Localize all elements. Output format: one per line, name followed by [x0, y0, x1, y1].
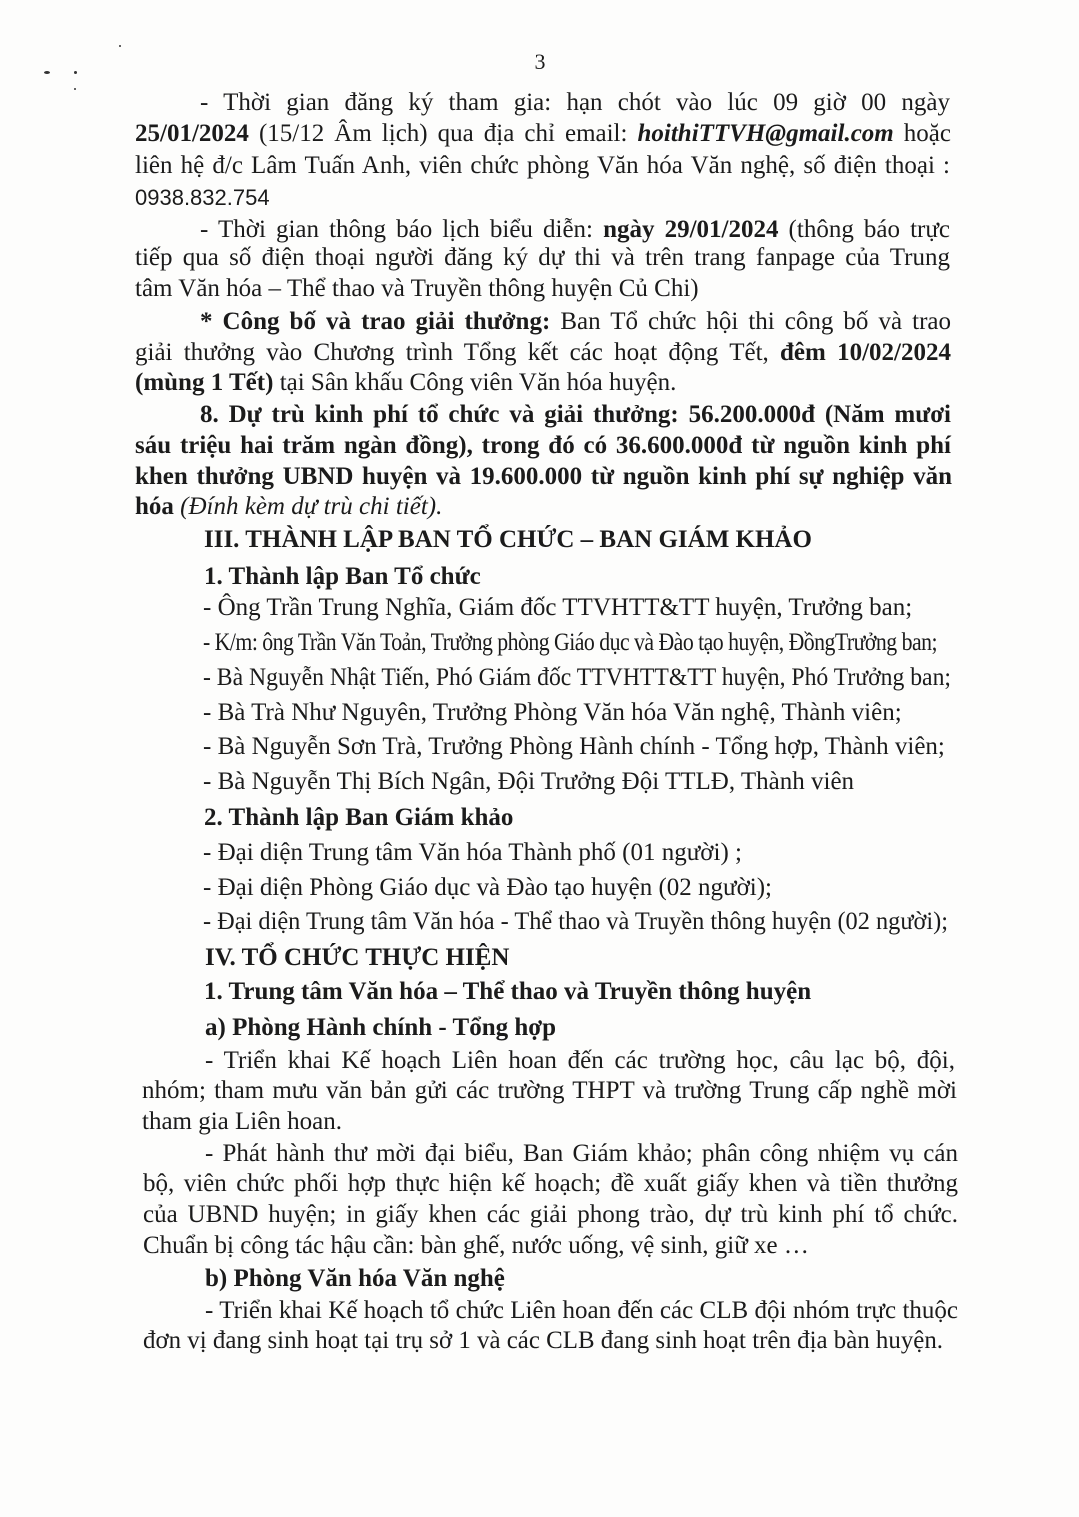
awards-line-2-start: giải thưởng vào Chương trình Tổng kết các hoạt động Tết, — [135, 339, 781, 366]
committee-member: - Bà Nguyễn Sơn Trà, Trưởng Phòng Hành chính - Tổng hợp, Thành viên; — [203, 733, 945, 760]
contact-email: hoithiTTVH@gmail.com — [637, 120, 894, 147]
culture-p1-line-2: đơn vị đang sinh hoạt tại trụ sở 1 và các CLB đang sinh hoạt trên địa bàn huyện. — [143, 1327, 943, 1354]
committee-member: - Ông Trần Trung Nghĩa, Giám đốc TTVHTT&TT huyện, Trưởng ban; — [203, 594, 913, 621]
scan-speck — [44, 71, 50, 74]
page-number: 3 — [534, 49, 546, 74]
section-3-heading: III. THÀNH LẬP BAN TỔ CHỨC – BAN GIÁM KHẢO — [204, 526, 812, 553]
scan-speck — [74, 71, 77, 74]
awards-line-3 — [135, 368, 735, 398]
committee-member: - Bà Nguyễn Thị Bích Ngân, Đội Trưởng Đội TTLĐ, Thành viên — [203, 768, 855, 795]
jury-member: - Đại diện Trung tâm Văn hóa Thành phố (01 người) ; — [203, 839, 742, 866]
awards-line-1-end: Ban Tổ chức hội thi công bố và trao — [550, 308, 951, 335]
admin-p1-line-3: tham gia Liên hoan. — [142, 1108, 342, 1135]
admin-p1-line-2: nhóm; tham mưu văn bản gửi các trường THPT và trường Trung cấp nghề mời — [142, 1077, 957, 1104]
awards-label: * Công bố và trao giải thưởng: — [200, 308, 551, 335]
jury-member: - Đại diện Trung tâm Văn hóa - Thể thao và Truyền thông huyện (02 người); — [203, 908, 948, 935]
registration-line-2-end: hoặc — [893, 120, 951, 147]
admin-p2-line-3: của UBND huyện; in giấy khen các giải phong trào, dự trù kinh phí tổ chức. — [143, 1201, 958, 1228]
budget-line-1: 8. Dự trù kinh phí tổ chức và giải thưởng: 56.200.000đ (Năm mươi — [200, 401, 951, 428]
registration-line-2 — [135, 119, 951, 149]
budget-line-4-start: hóa — [135, 493, 174, 520]
awards-line-2 — [135, 338, 951, 368]
admin-p2-line-1: - Phát hành thư mời đại biểu, Ban Giám khảo; phân công nhiệm vụ cán — [205, 1140, 958, 1167]
budget-note: (Đính kèm dự trù chi tiết). — [173, 493, 443, 520]
committee-member: - Bà Trà Như Nguyên, Trưởng Phòng Văn hóa Văn nghệ, Thành viên; — [203, 699, 902, 726]
schedule-line-1-start: - Thời gian thông báo lịch biểu diễn: — [200, 216, 604, 243]
awards-date: đêm 10/02/2024 — [780, 339, 951, 366]
schedule-line-2: tiếp qua số điện thoại người đăng ký dự thi và trên trang fanpage của Trung — [135, 244, 950, 271]
budget-line-2: sáu triệu hai trăm ngàn đồng), trong đó có 36.600.000đ từ nguồn kinh phí — [135, 432, 951, 459]
jury-member: - Đại diện Phòng Giáo dục và Đào tạo huyện (02 người); — [203, 874, 773, 901]
schedule-line-1-end: (thông báo trực — [778, 216, 950, 243]
admin-office-heading: a) Phòng Hành chính - Tổng hợp — [205, 1014, 557, 1041]
contact-phone: 0938.832.754 — [135, 185, 270, 210]
schedule-line-1 — [200, 215, 950, 245]
awards-line-3-end: tại Sân khấu Công viên Văn hóa huyện. — [273, 369, 677, 396]
section-4-heading: IV. TỔ CHỨC THỰC HIỆN — [205, 944, 510, 971]
schedule-date: ngày 29/01/2024 — [603, 216, 779, 243]
budget-line-4 — [135, 492, 475, 522]
awards-lunar-date: (mùng 1 Tết) — [135, 369, 274, 396]
admin-p2-line-4: Chuẩn bị công tác hậu cần: bàn ghế, nước uống, vệ sinh, giữ xe … — [143, 1232, 809, 1259]
committee-member: - K/m: ông Trần Văn Toản, Trưởng phòng Giáo dục và Đào tạo huyện, ĐồngTrưởng ban; — [203, 629, 937, 656]
committee-member: - Bà Nguyễn Nhật Tiến, Phó Giám đốc TTVHTT&TT huyện, Phó Trưởng ban; — [203, 664, 951, 691]
culture-office-heading: b) Phòng Văn hóa Văn nghệ — [205, 1265, 505, 1292]
culture-p1-line-1: - Triển khai Kế hoạch tổ chức Liên hoan đến các CLB đội nhóm trực thuộc — [205, 1297, 958, 1324]
scan-speck — [74, 88, 76, 90]
awards-line-1 — [200, 307, 951, 337]
admin-p2-line-2: bộ, viên chức phối hợp thực hiện kế hoạch; đề xuất giấy khen và tiền thưởng — [143, 1170, 958, 1197]
admin-p1-line-1: - Triển khai Kế hoạch Liên hoan đến các trường học, câu lạc bộ, đội, — [205, 1047, 955, 1074]
schedule-line-3: tâm Văn hóa – Thể thao và Truyền thông huyện Củ Chi) — [135, 275, 699, 302]
organizing-committee-heading: 1. Thành lập Ban Tổ chức — [204, 563, 481, 590]
deadline-date: 25/01/2024 — [135, 120, 249, 147]
registration-line-1: - Thời gian đăng ký tham gia: hạn chót vào lúc 09 giờ 00 ngày — [200, 89, 950, 116]
budget-line-3: khen thưởng UBND huyện và 19.600.000 từ nguồn kinh phí sự nghiệp văn — [135, 463, 952, 490]
jury-heading: 2. Thành lập Ban Giám khảo — [204, 804, 514, 831]
scan-speck — [119, 45, 121, 47]
center-heading: 1. Trung tâm Văn hóa – Thể thao và Truyền thông huyện — [204, 978, 812, 1005]
registration-line-2-mid: (15/12 Âm lịch) qua địa chỉ email: — [248, 120, 638, 147]
registration-line-3: liên hệ đ/c Lâm Tuấn Anh, viên chức phòng Văn hóa Văn nghệ, số điện thoại : — [135, 152, 950, 179]
